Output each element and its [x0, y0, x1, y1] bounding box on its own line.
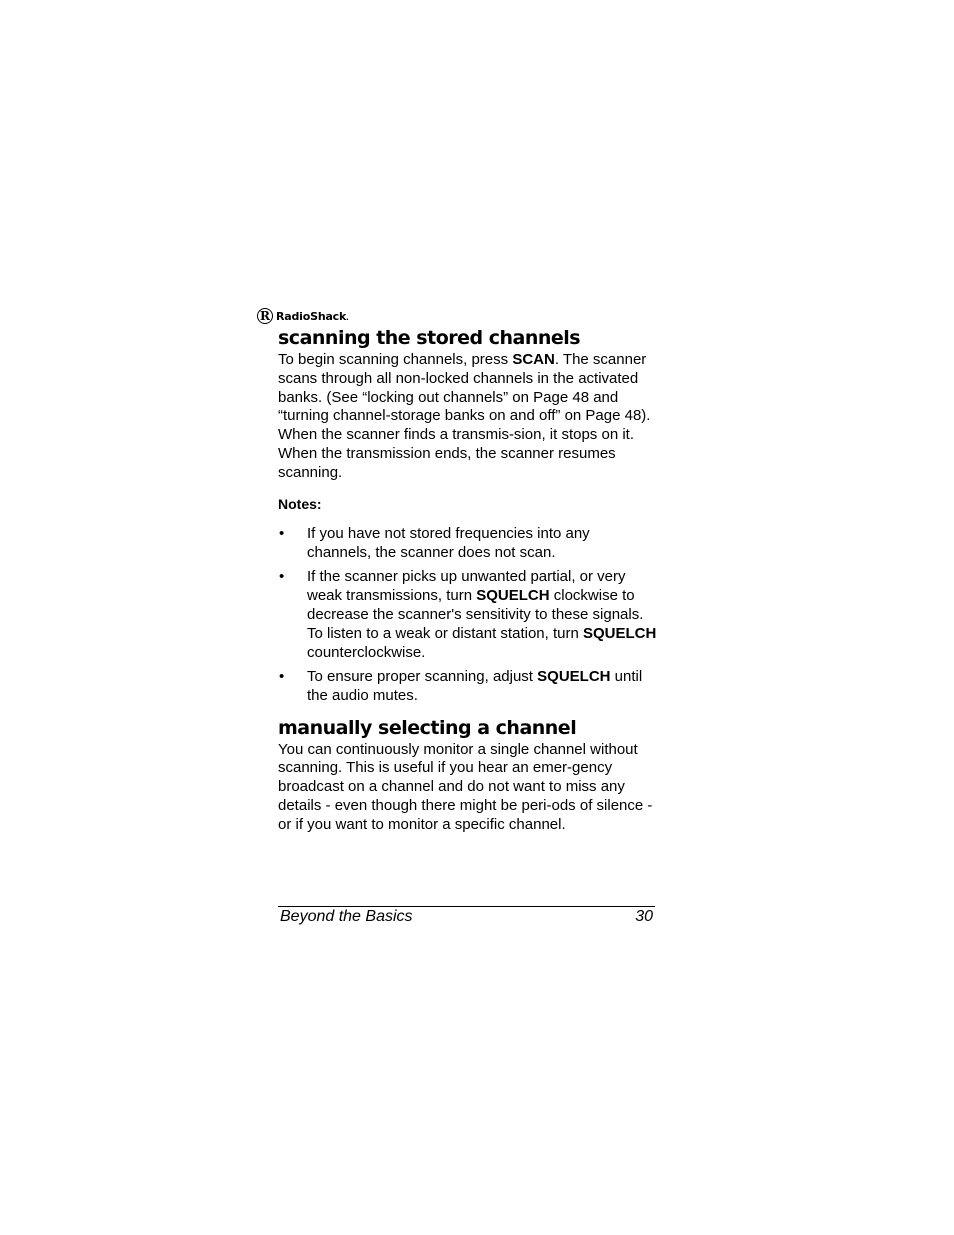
note-item [278, 668, 658, 706]
page-number: 30 [635, 908, 653, 925]
bullet-icon: • [279, 568, 285, 586]
squelch-key: SQUELCH [476, 587, 550, 605]
notes-list [278, 525, 658, 705]
notes-label: Notes: [278, 495, 322, 512]
note-item [278, 525, 658, 563]
scanning-paragraph [278, 351, 658, 483]
squelch-key: SQUELCH [582, 624, 657, 642]
brand-name-text: RadioShack [276, 309, 347, 323]
bullet-icon: • [279, 667, 285, 685]
radioshack-logo [257, 306, 349, 326]
manual-paragraph: You can continuously monitor a single channel without scanning. This is useful if you hear an emer-gency broadcast on a channel and do not want to miss any details - even though there might be peri-ods of silence - or if you want to monitor a specific channel. [278, 740, 653, 833]
note-text: until the audio mutes. [307, 667, 643, 704]
note-text: To ensure proper scanning, adjust [307, 667, 538, 685]
note-text: clockwise to decrease the scanner's sensitivity to these signals. To listen to a weak or distant station, turn [307, 587, 644, 642]
note-text: If you have not stored frequencies into any channels, the scanner does not scan. [307, 525, 590, 562]
section-heading-manual: manually selecting a channel [278, 716, 577, 739]
squelch-key: SQUELCH [537, 667, 611, 685]
section-heading-scanning: scanning the stored channels [278, 327, 581, 349]
note-text: counterclockwise. [307, 643, 426, 661]
note-text: If the scanner picks up unwanted partial, or very weak transmissions, turn [307, 568, 626, 605]
bullet-icon: • [279, 525, 285, 543]
brand-name [276, 310, 349, 323]
page-footer [278, 906, 655, 927]
scan-key: SCAN [512, 351, 555, 368]
brand-name-dot: . [346, 313, 349, 322]
scanning-paragraph-part: To begin scanning channels, press [278, 351, 513, 368]
page-content [278, 326, 658, 835]
note-item [278, 568, 658, 662]
scanning-paragraph-part: . The scanner scans through all non-locked channels in the activated banks. (See “locking out channels” on Page 48 and “turning channel-storage banks on and off” on Page 48). When the scanner finds a transmis-sion, it stops on it. When the transmission ends, the scanner resumes scanning. [278, 351, 651, 481]
footer-section-title: Beyond the Basics [280, 908, 413, 925]
registered-mark-icon: R [257, 308, 273, 324]
